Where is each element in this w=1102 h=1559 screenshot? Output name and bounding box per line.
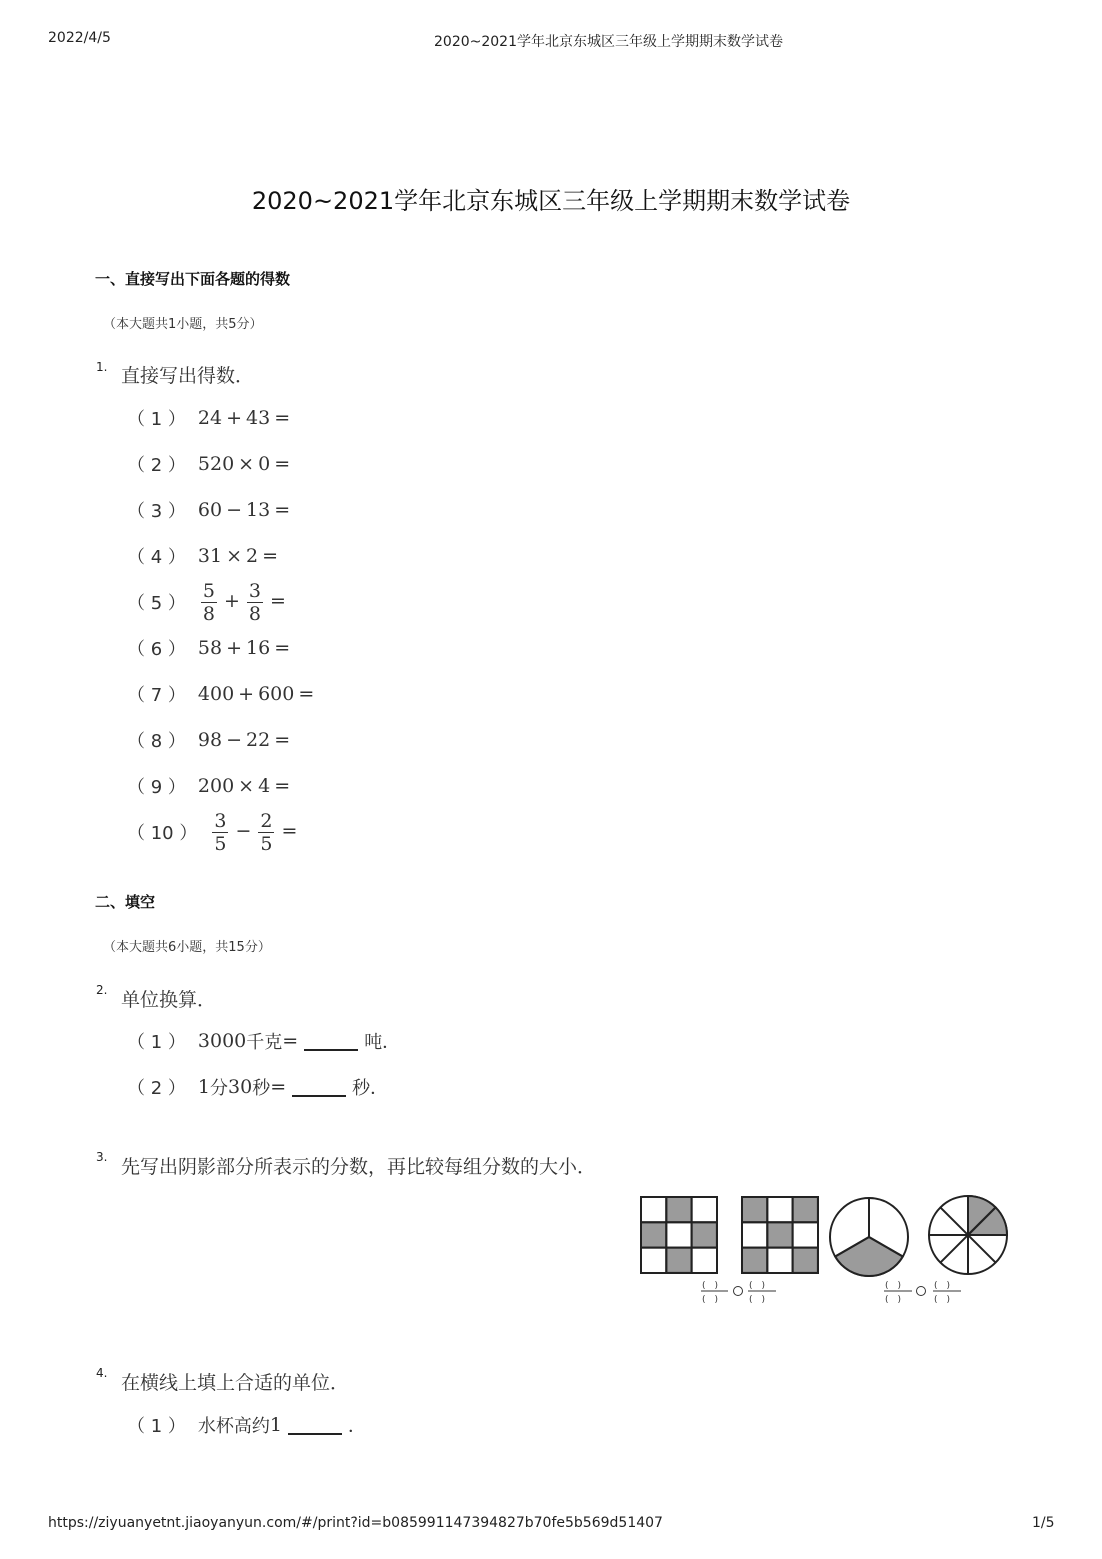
expression: 200 × 4 = xyxy=(197,775,291,797)
footer-url: https://ziyuanyetnt.jiaoyanyun.com/#/print?id=b085991147394827b70fe5b569d51407 xyxy=(48,1515,663,1531)
q2-item-2: （ 2 ） 1 分 30 秒 = 秒． xyxy=(127,1076,389,1099)
expression: $\frac{3}{5}$ − $\frac{2}{5}$ = xyxy=(214,809,298,855)
grid-figure-2 xyxy=(742,1197,818,1273)
answer-blank[interactable] xyxy=(304,1031,358,1051)
print-date: 2022/4/5 xyxy=(48,30,111,46)
question-1-text: 直接写出得数． xyxy=(121,365,255,387)
compare-blanks-1 xyxy=(701,1281,776,1305)
svg-text:( ): ( ) xyxy=(702,1295,719,1305)
document-title: 2020~2021学年北京东城区三年级上学期期末数学试卷 xyxy=(251,187,851,215)
svg-text:( ): ( ) xyxy=(885,1295,902,1305)
q4-item-1: （ 1 ） 水杯高约 1 ． xyxy=(127,1414,366,1437)
q1-item-10 xyxy=(127,809,301,855)
q1-item-3 xyxy=(127,495,294,525)
item-label: （ 2 ） xyxy=(127,455,186,476)
q1-item-2 xyxy=(127,449,294,479)
section-2-note: （本大题共6小题，共15分） xyxy=(103,940,271,955)
expression: 520 × 0 = xyxy=(197,453,291,475)
section-1-note: （本大题共1小题，共5分） xyxy=(103,317,263,332)
fraction: $\frac{2}{5}$ xyxy=(260,809,273,855)
svg-text:( ): ( ) xyxy=(749,1295,766,1305)
q1-item-5 xyxy=(127,579,290,625)
fraction: $\frac{3}{5}$ xyxy=(214,809,227,855)
item-label: （ 1 ） xyxy=(127,409,186,430)
page-number: 1/5 xyxy=(1032,1515,1055,1531)
fraction-figures xyxy=(630,1188,1020,1312)
expression: 98 − 22 = xyxy=(197,729,291,751)
expression: 58 + 16 = xyxy=(197,637,291,659)
item-label: （ 7 ） xyxy=(127,685,186,706)
grid-figure-1 xyxy=(641,1197,717,1273)
compare-blanks-2 xyxy=(884,1281,961,1305)
q1-item-6 xyxy=(127,633,294,663)
q1-item-8 xyxy=(127,725,294,755)
question-2-number: 2. xyxy=(96,983,108,997)
item-label: （ 5 ） xyxy=(127,593,186,614)
item-label: （ 2 ） xyxy=(127,1078,186,1099)
item-label: （ 9 ） xyxy=(127,777,186,798)
answer-blank[interactable] xyxy=(288,1415,342,1435)
expression: 400 + 600 = xyxy=(197,683,315,705)
item-label: （ 1 ） xyxy=(127,1032,186,1053)
question-1-number: 1. xyxy=(96,360,108,374)
svg-text:( ): ( ) xyxy=(749,1281,766,1291)
item-label: （ 10 ） xyxy=(127,823,198,844)
q1-item-9 xyxy=(127,771,294,801)
item-label: （ 8 ） xyxy=(127,731,186,752)
expression: 31 × 2 = xyxy=(197,545,279,567)
svg-text:( ): ( ) xyxy=(934,1281,951,1291)
fraction: $\frac{3}{8}$ xyxy=(248,579,262,625)
svg-text:( ): ( ) xyxy=(934,1295,951,1305)
expression: 60 − 13 = xyxy=(197,499,291,521)
item-label: （ 4 ） xyxy=(127,547,186,568)
item-label: （ 1 ） xyxy=(127,1416,186,1437)
item-label: （ 3 ） xyxy=(127,501,186,522)
svg-text:( ): ( ) xyxy=(702,1281,719,1291)
circle-figure-thirds xyxy=(830,1198,908,1276)
print-header-title: 2020~2021学年北京东城区三年级上学期期末数学试卷 xyxy=(434,34,783,50)
expression: 24 + 43 = xyxy=(197,407,291,429)
item-label: （ 6 ） xyxy=(127,639,186,660)
question-3-text: 先写出阴影部分所表示的分数，再比较每组分数的大小． xyxy=(121,1156,597,1178)
expression: $\frac{5}{8}$ + $\frac{3}{8}$ = xyxy=(202,579,286,625)
section-2-heading: 二、填空 xyxy=(95,893,156,911)
svg-text:( ): ( ) xyxy=(885,1281,902,1291)
q1-item-4 xyxy=(127,541,282,571)
section-1-heading: 一、直接写出下面各题的得数 xyxy=(95,270,291,288)
q1-item-1 xyxy=(127,403,294,433)
question-3-number: 3. xyxy=(96,1150,108,1164)
circle-figure-eighths xyxy=(929,1196,1007,1274)
q2-item-1: （ 1 ） 3000 千克 = 吨． xyxy=(127,1030,401,1053)
question-2-text: 单位换算． xyxy=(121,989,217,1011)
question-4-number: 4. xyxy=(96,1366,108,1380)
question-4-text: 在横线上填上合适的单位． xyxy=(121,1372,350,1394)
q1-item-7 xyxy=(127,679,318,709)
answer-blank[interactable] xyxy=(292,1077,346,1097)
fraction: $\frac{5}{8}$ xyxy=(202,579,215,625)
